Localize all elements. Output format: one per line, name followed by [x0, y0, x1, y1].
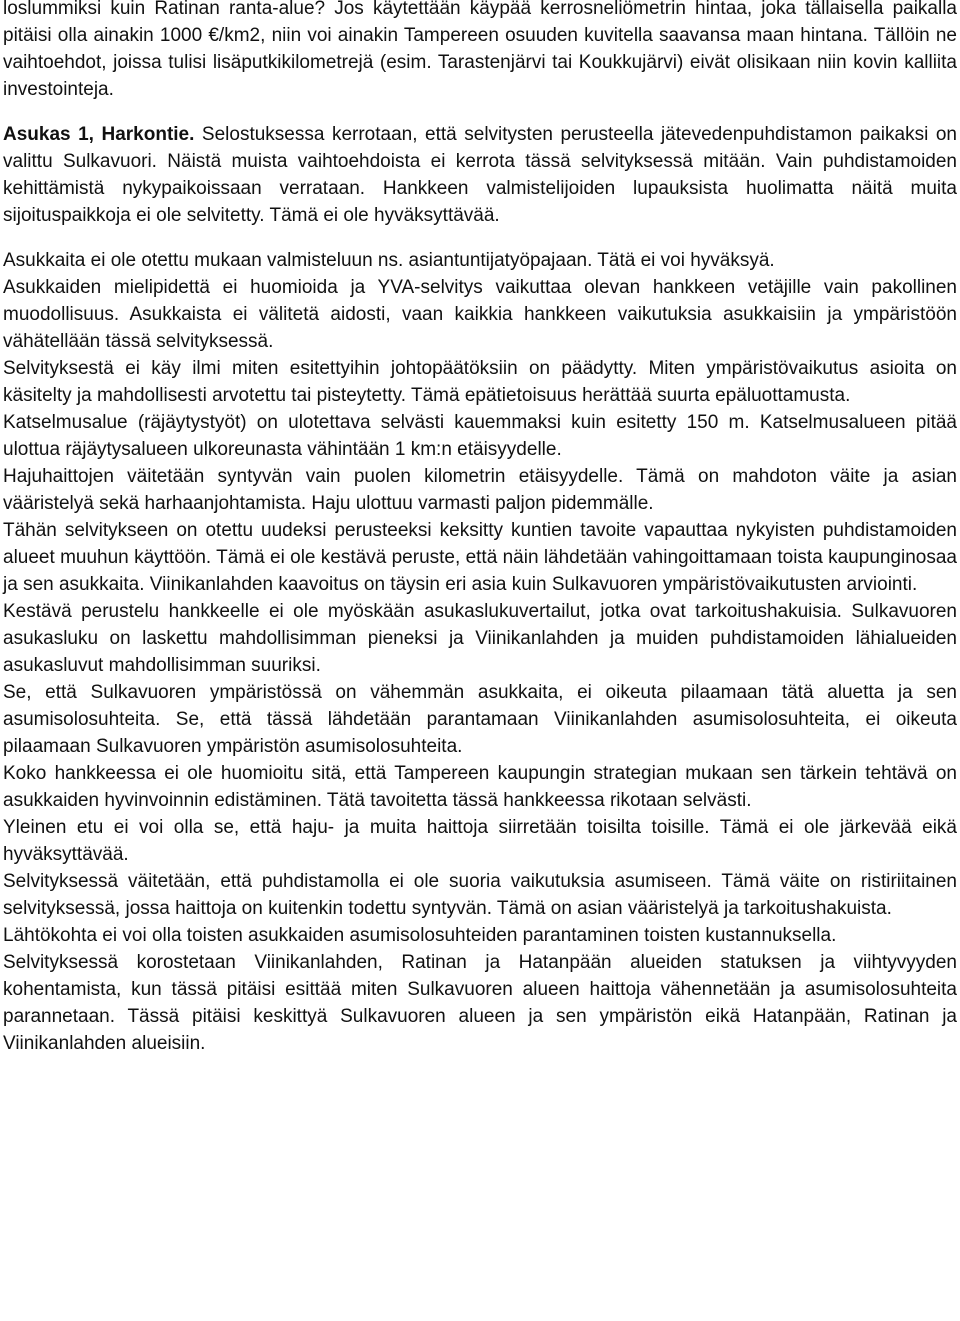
body-paragraph: Selvityksessä korostetaan Viinikanlahden, Ratinan ja Hatanpään alueiden statuksen ja viihtyvyyden kohentamista, kun tässä pitäisi esittää miten Sulkavuoren alueen haittoja vähennetään ja asumisolosuhteita parannetaan. Tässä pitäisi keskittyä Sulkavuoren alueen ja sen ympäristön eikä Hatanpään, Ratinan ja Viinikanlahden alueisiin.	[3, 952, 957, 1054]
body-paragraph: Selvityksessä väitetään, että puhdistamolla ei ole suoria vaikutuksia asumiseen. Tämä väite on ristiriitainen selvityksessä, jossa haittoja on kuitenkin todettu syntyvän. Tämä on asian vääristelyä ja tarkoitushakuista.	[3, 871, 957, 919]
paragraph-gap	[3, 103, 957, 121]
body-paragraph: Koko hankkeessa ei ole huomioitu sitä, että Tampereen kaupungin strategian mukaan sen tärkein tehtävä on asukkaiden hyvinvoinnin edistäminen. Tätä tavoitetta tässä hankkeessa rikotaan selvästi.	[3, 763, 957, 811]
resident-heading: Asukas 1, Harkontie.	[3, 124, 195, 145]
body-paragraph: Asukkaita ei ole otettu mukaan valmisteluun ns. asiantuntijatyöpajaan. Tätä ei voi hyväksyä.	[3, 250, 775, 271]
resident-paragraph	[3, 121, 957, 229]
body-paragraph: Katselmusalue (räjäytystyöt) on ulotettava selvästi kauemmaksi kuin esitetty 150 m. Katselmusalueen pitää ulottua räjäytysalueen ulkoreunasta vähintään 1 km:n etäisyydelle.	[3, 412, 957, 460]
body-paragraph: Kestävä perustelu hankkeelle ei ole myöskään asukaslukuvertailut, jotka ovat tarkoitushakuisia. Sulkavuoren asukasluku on laskettu mahdollisimman pieneksi ja Viinikanlahden ja muiden puhdistamoiden lähialueiden asukasluvut mahdollisimman suuriksi.	[3, 601, 957, 676]
intro-paragraph: loslummiksi kuin Ratinan ranta-alue? Jos käytettään käypää kerrosneliömetrin hintaa, joka tällaisella paikalla pitäisi olla ainakin 1000 €/km2, niin voi ainakin Tampereen osuuden kuvitella saavansa maan hintana. Tällöin ne vaihtoehdot, joissa tulisi lisäputkikilometrejä (esim. Tarastenjärvi tai Koukkujärvi) eivät olisikaan niin kovin kalliita investointeja.	[3, 0, 957, 100]
body-paragraph: Yleinen etu ei voi olla se, että haju- ja muita haittoja siirretään toisilta toisille. Tämä ei ole järkevää eikä hyväksyttävää.	[3, 817, 957, 865]
body-paragraph: Se, että Sulkavuoren ympäristössä on vähemmän asukkaita, ei oikeuta pilaamaan tätä aluetta ja sen asumisolosuhteita. Se, että tässä lähdetään parantamaan Viinikanlahden asumisolosuhteita, ei oikeuta pilaamaan Sulkavuoren ympäristön asumisolosuhteita.	[3, 682, 957, 757]
body-paragraph: Selvityksestä ei käy ilmi miten esitettyihin johtopäätöksiin on päädytty. Miten ympäristövaikutus asioita on käsitelty ja mahdollisesti arvotettu tai pisteytetty. Tämä epätietoisuus herättää suurta epäluottamusta.	[3, 358, 957, 406]
body-paragraph: Tähän selvitykseen on otettu uudeksi perusteeksi keksitty kuntien tavoite vapauttaa nykyisten puhdistamoiden alueet muuhun käyttöön. Tämä ei ole kestävä peruste, että näin lähdetään vahingoittamaan toista kaupunginosaa ja sen asukkaita. Viinikanlahden kaavoitus on täysin eri asia kuin Sulkavuoren ympäristövaikutusten arviointi.	[3, 520, 957, 595]
body-paragraph: Hajuhaittojen väitetään syntyvän vain puolen kilometrin etäisyydelle. Tämä on mahdoton väite ja asian vääristelyä sekä harhaanjohtamista. Haju ulottuu varmasti paljon pidemmälle.	[3, 466, 957, 514]
body-paragraph: Asukkaiden mielipidettä ei huomioida ja YVA-selvitys vaikuttaa olevan hankkeen vetäjille vain pakollinen muodollisuus. Asukkaista ei välitetä aidosti, vaan kaikkia hankkeen vaikutuksia asukkaisiin ja ympäristöön vähätellään tässä selvityksessä.	[3, 277, 957, 352]
paragraph-gap	[3, 229, 957, 247]
resident-text: Selostuksessa kerrotaan, että selvitysten perusteella jätevedenpuhdistamon paikaksi on valittu Sulkavuori. Näistä muista vaihtoehdoista ei kerrota tässä selvityksessä mitään. Vain puhdistamoiden kehittämistä nykypaikoissaan verrataan. Hankkeen valmistelijoiden lupauksista huolimatta näitä muita sijoituspaikkoja ei ole selvitetty. Tämä ei ole hyväksyttävää.	[3, 124, 957, 226]
body-paragraph: Lähtökohta ei voi olla toisten asukkaiden asumisolosuhteiden parantaminen toisten kustannuksella.	[3, 925, 837, 946]
document-page	[3, 0, 957, 1057]
